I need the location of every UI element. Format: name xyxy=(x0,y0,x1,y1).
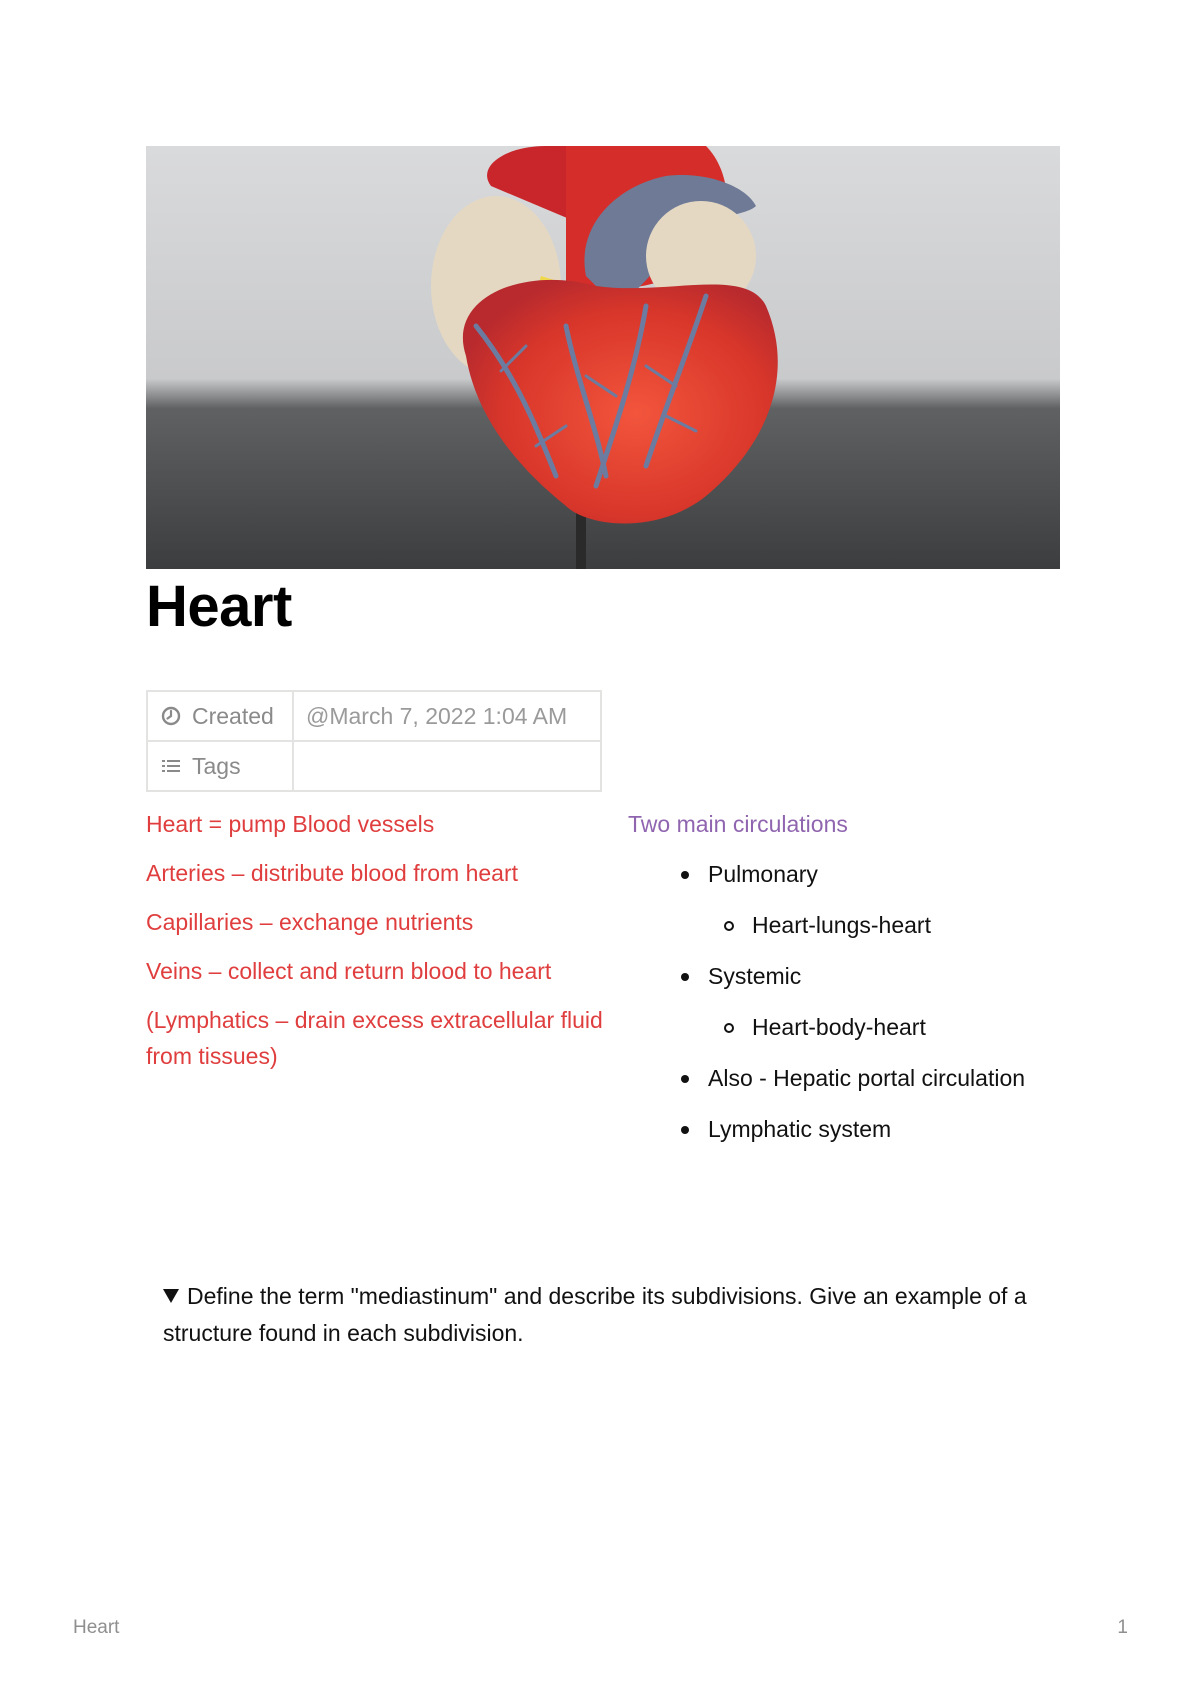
list-item-heart-lungs-heart: Heart-lungs-heart xyxy=(628,907,1068,943)
property-key-created[interactable] xyxy=(147,691,293,741)
tags-value[interactable] xyxy=(293,741,601,791)
created-label: Created xyxy=(192,702,274,729)
property-row-created xyxy=(147,691,601,741)
property-row-tags xyxy=(147,741,601,791)
circulations-heading: Two main circulations xyxy=(628,811,848,837)
clock-icon xyxy=(160,705,182,727)
created-value[interactable]: @March 7, 2022 1:04 AM xyxy=(293,691,601,741)
cover-image xyxy=(146,146,1060,569)
notes-right-column xyxy=(628,806,1068,1162)
list-item-pulmonary: Pulmonary xyxy=(628,856,1068,892)
property-key-tags[interactable] xyxy=(147,741,293,791)
note-line-capillaries: Capillaries – exchange nutrients xyxy=(146,909,474,935)
note-line-veins: Veins – collect and return blood to heart xyxy=(146,958,552,984)
list-icon xyxy=(160,755,182,777)
properties-table xyxy=(146,690,602,792)
note-line-lymphatics: (Lymphatics – drain excess extracellular fluid from tissues) xyxy=(146,1007,603,1069)
circulations-list xyxy=(628,856,1068,1147)
notes-left-column xyxy=(146,806,606,1087)
heart-model-illustration xyxy=(146,146,1060,569)
list-item-hepatic-portal: Also - Hepatic portal circulation xyxy=(628,1060,1068,1096)
toggle-triangle-icon[interactable] xyxy=(163,1289,179,1303)
page-number: 1 xyxy=(1117,1617,1128,1638)
list-item-lymphatic-system: Lymphatic system xyxy=(628,1111,1068,1147)
list-item-heart-body-heart: Heart-body-heart xyxy=(628,1009,1068,1045)
tags-label: Tags xyxy=(192,752,241,779)
toggle-block[interactable] xyxy=(163,1278,1063,1352)
page-title: Heart xyxy=(146,574,292,639)
footer-title: Heart xyxy=(73,1617,120,1638)
toggle-text: Define the term "mediastinum" and describe its subdivisions. Give an example of a structure found in each subdivision. xyxy=(163,1283,1027,1346)
list-item-systemic: Systemic xyxy=(628,958,1068,994)
note-line-arteries: Arteries – distribute blood from heart xyxy=(146,860,519,886)
note-line-heart: Heart = pump Blood vessels xyxy=(146,811,435,837)
